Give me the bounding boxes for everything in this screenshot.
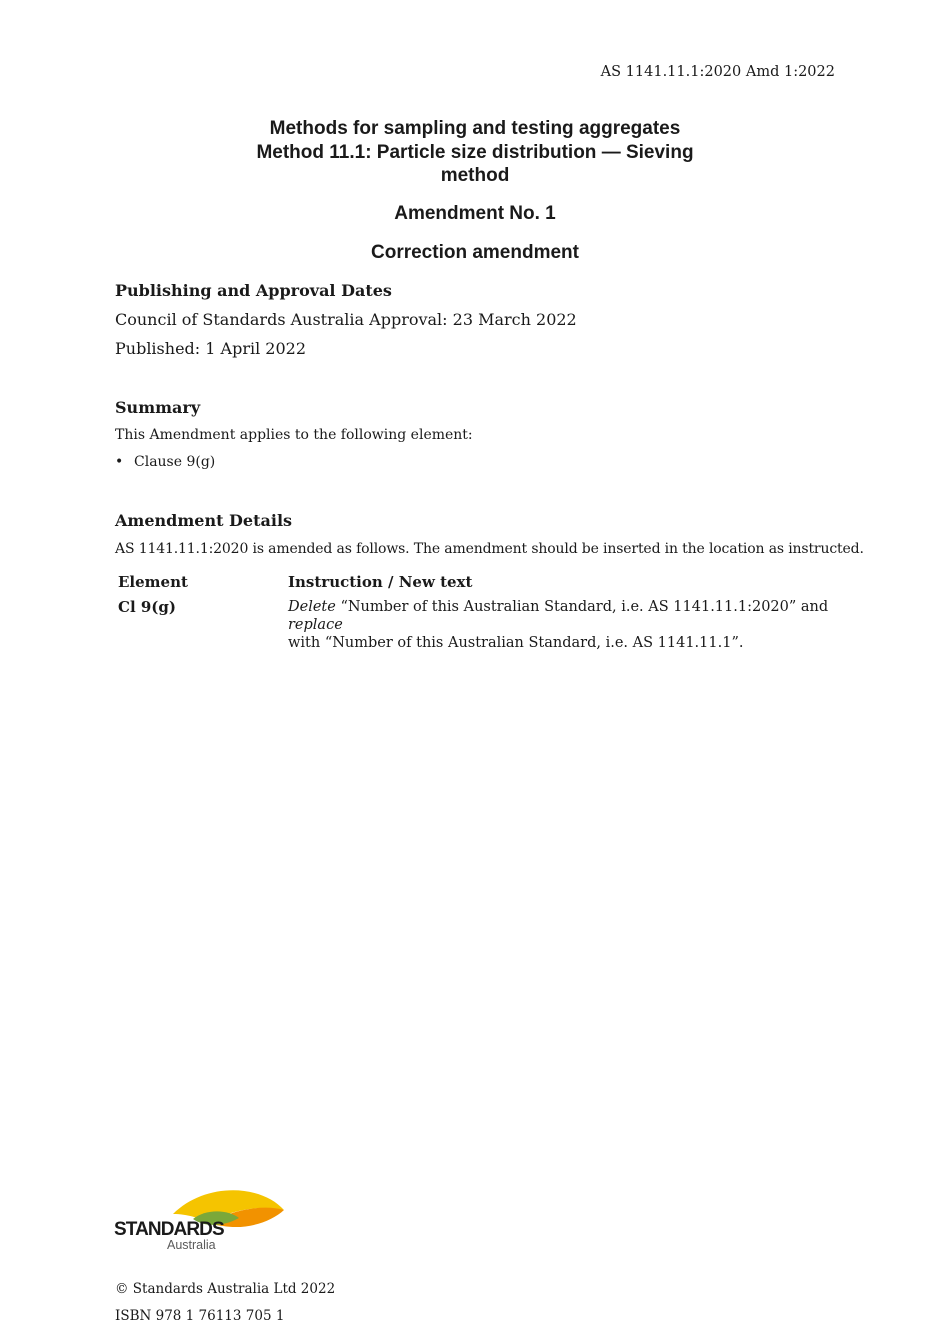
document-title (0, 117, 950, 188)
summary-heading: Summary (115, 398, 201, 417)
table-header-element: Element (118, 573, 188, 591)
title-line: Methods for sampling and testing aggregates (269, 118, 681, 139)
logo-subtext: Australia (167, 1238, 216, 1252)
instruction-text-1: “Number of this Australian Standard, i.e. AS 1141.11.1:2020” and (335, 599, 829, 615)
standards-australia-logo (113, 1186, 288, 1256)
summary-intro: This Amendment applies to the following element: (115, 427, 473, 443)
approval-date: Council of Standards Australia Approval: 23 March 2022 (115, 310, 577, 329)
title-line: Method 11.1: Particle size distribution — Sieving (256, 141, 694, 163)
instruction-line-2: with “Number of this Australian Standard, i.e. AS 1141.11.1”. (288, 635, 744, 651)
table-cell-element: Cl 9(g) (118, 598, 176, 616)
isbn: ISBN 978 1 76113 705 1 (115, 1308, 285, 1324)
bullet-icon: • (115, 454, 124, 470)
instruction-line-1 (288, 598, 848, 634)
copyright: © Standards Australia Ltd 2022 (115, 1281, 336, 1297)
instruction-verb-replace: replace (288, 617, 343, 633)
dates-heading: Publishing and Approval Dates (115, 281, 392, 300)
title-line: method (440, 165, 510, 186)
instruction-verb-delete: Delete (288, 599, 336, 615)
published-date: Published: 1 April 2022 (115, 339, 306, 358)
amendment-type: Correction amendment (371, 242, 579, 263)
logo-wordmark: STANDARDS (114, 1219, 224, 1240)
details-heading: Amendment Details (115, 511, 293, 530)
table-cell-instruction (288, 598, 848, 652)
list-item (115, 454, 215, 470)
summary-item-text: Clause 9(g) (134, 454, 216, 470)
document-reference: AS 1141.11.1:2020 Amd 1:2022 (600, 64, 835, 80)
amendment-number: Amendment No. 1 (394, 203, 556, 224)
table-header-instruction: Instruction / New text (288, 573, 473, 591)
details-intro: AS 1141.11.1:2020 is amended as follows. The amendment should be inserted in the location as instructed. (115, 541, 864, 557)
